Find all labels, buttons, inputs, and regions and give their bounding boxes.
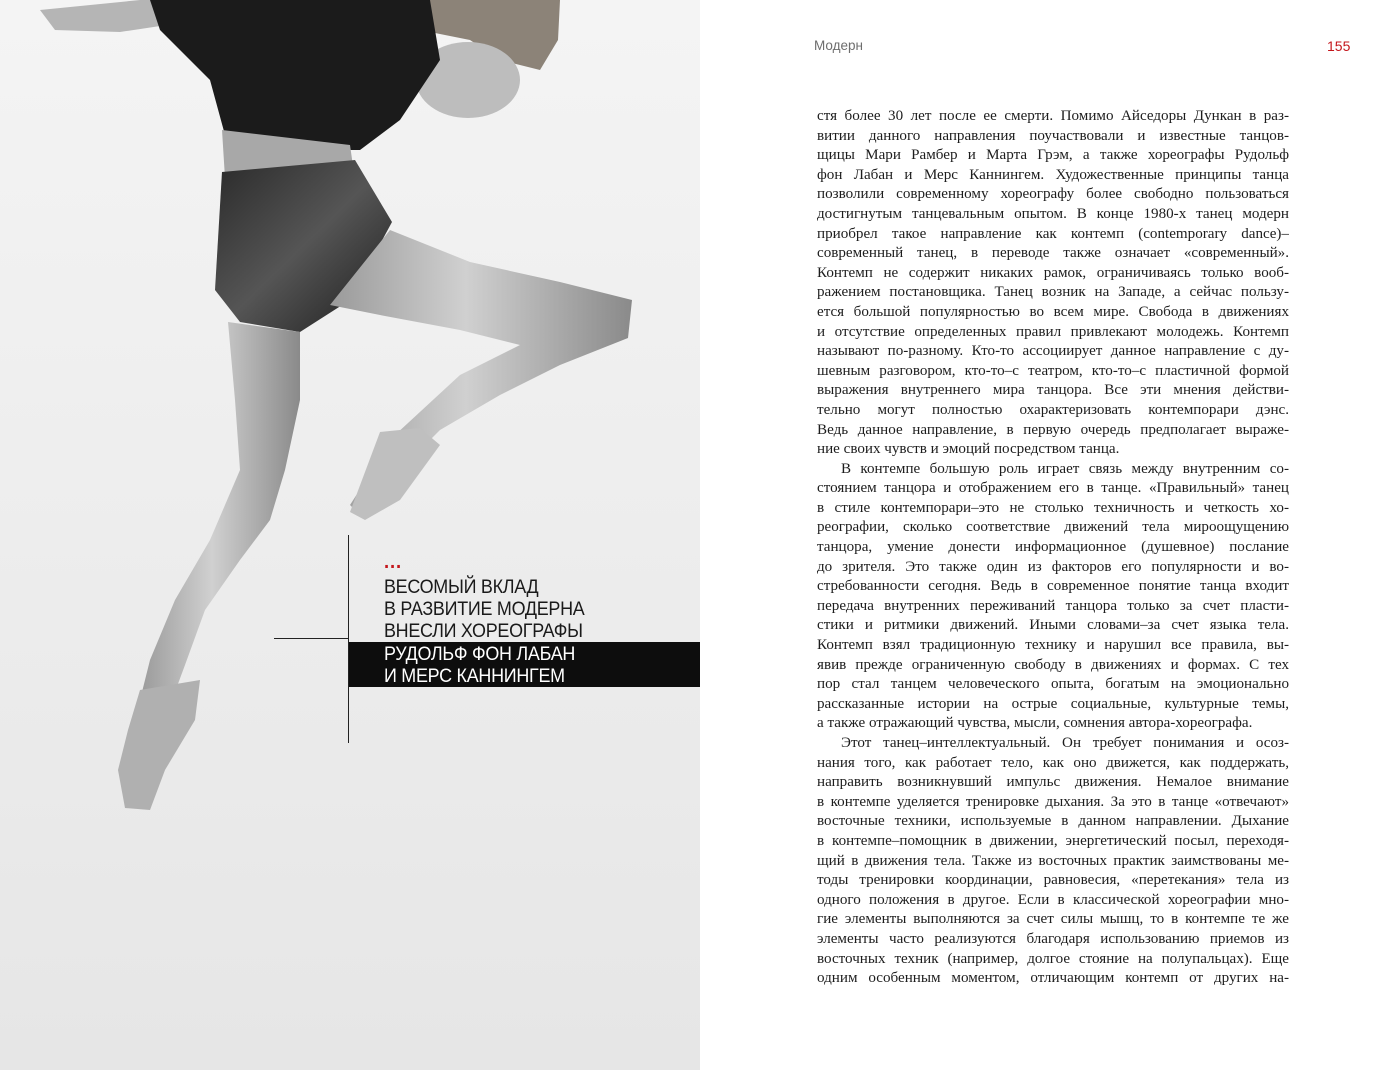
body-line: передача внутренних переживаний танцора только за счет пласти-: [817, 597, 1289, 614]
running-header-section: Модерн: [814, 38, 863, 53]
body-line: реографии, сколько соответствие движений тела мироощущению: [817, 519, 1289, 536]
pull-quote-line: ВЕСОМЫЙ ВКЛАД: [383, 576, 539, 598]
pull-quote-line: ВНЕСЛИ ХОРЕОГРАФЫ: [383, 620, 583, 642]
body-line: тельно могут полностью охарактеризовать контемпорари дэнс.: [817, 401, 1289, 418]
page-number: 155: [1327, 38, 1351, 54]
body-line: элементы часто реализуются благодаря использованию приемов из: [817, 930, 1289, 947]
body-line: приобрел такое направление как контемп (contemporary dance)–: [817, 225, 1289, 242]
body-line: ражением постановщика. Танец возник на Западе, а сейчас пользу-: [817, 284, 1289, 301]
body-line: стребованности сегодня. Ведь в современное понятие танца входит: [817, 578, 1289, 595]
body-line: тоды тренировки координации, равновесия, «перетекания» тела из: [817, 872, 1289, 889]
body-line: щицы Мари Рамбер и Марта Грэм, а также хореографы Рудольф: [817, 147, 1289, 164]
body-line: и отсутствие определенных правил привлекают молодежь. Контемп: [817, 323, 1289, 340]
body-line: рассказанные истории на острые социальные, культурные темы,: [817, 695, 1289, 712]
body-line: Ведь данное направление, в первую очередь предполагает выраже-: [817, 421, 1289, 438]
pull-quote-line-highlight: РУДОЛЬФ ФОН ЛАБАН: [349, 642, 700, 665]
body-line: стя более 30 лет после ее смерти. Помимо Айседоры Дункан в раз-: [817, 108, 1289, 124]
body-line: пор стал танцем человеческого опыта, богатым на эмоционально: [817, 676, 1289, 693]
body-line: достигнутым танцевальным опытом. В конце 1980-х танец модерн: [817, 205, 1289, 222]
body-line: до зрителя. Это также один из факторов его популярности и во-: [817, 558, 1289, 575]
body-line: гие элементы выполняются за счет силы мышц, то в контемпе те же: [817, 911, 1289, 928]
body-line: в контемпе–помощник в движении, энергетический посыл, переходя-: [817, 832, 1289, 849]
body-line: одного положения в другое. Если в классической хореографии мно-: [817, 891, 1289, 908]
body-line: стики и ритмики движений. Иными словами–за счет языка тела.: [817, 617, 1289, 634]
body-line: выражения внутреннего мира танцора. Все эти мнения действи-: [817, 382, 1289, 399]
body-line: называют по-разному. Кто-то ассоциирует данное направление с ду-: [817, 343, 1289, 360]
body-line: позволили современному хореографу более свободно пользоваться: [817, 186, 1289, 203]
body-line: щий в движения тела. Также из восточных практик заимствованы ме-: [817, 852, 1289, 869]
body-line: нания того, как работает тело, как оно движется, как поддержать,: [817, 754, 1289, 771]
right-page: [700, 0, 1400, 1070]
pull-quote-dots: ...: [383, 551, 403, 573]
body-line: явив прежде ограниченную свободу в движениях и формах. С тех: [817, 656, 1289, 673]
pull-quote: [349, 551, 672, 687]
body-line: одним особенным моментом, отличающим контемп от других на-: [817, 970, 1289, 987]
body-line: восточные техники, используемые в данном направлении. Дыхание: [817, 813, 1289, 830]
body-line: современный танец, в переводе также означает «современный».: [817, 245, 1289, 262]
shirt-shape: [150, 0, 440, 150]
body-line: фон Лабан и Мерс Каннингем. Художественные принципы танца: [817, 166, 1289, 183]
body-line: В контемпе большую роль играет связь между внутренним со-: [841, 460, 1289, 477]
body-line: а также отражающий чувства, мысли, сомнения автора-хореографа.: [817, 715, 1253, 732]
body-line: витии данного направления поучаствовали и известные танцов-: [817, 127, 1289, 144]
body-line: направить возникнувший импульс движения. Немалое внимание: [817, 774, 1289, 791]
body-line: Контемп взял традиционную технику и нарушил все правила, вы-: [817, 637, 1289, 654]
body-line: восточных техник (например, долгое стояние на полупальцах). Еще: [817, 950, 1289, 967]
horizontal-rule: [274, 638, 349, 639]
body-line: ется большой популярностью во всем мире. Свобода в движениях: [817, 303, 1289, 320]
foot-shape: [350, 428, 440, 520]
body-line: танцора, умение донести информационное (душевное) послание: [817, 539, 1289, 556]
lower-leg-shape: [140, 322, 300, 700]
body-text: [817, 107, 1289, 989]
body-line: Контемп не содержит никаких рамок, ограничиваясь только вооб-: [817, 264, 1289, 281]
body-line: шевным разговором, кто-то–с театром, кто-то–с пластичной формой: [817, 362, 1289, 379]
lower-foot-shape: [118, 680, 200, 810]
body-line: в контемпе уделяется тренировке дыхания. За это в танце «отвечают»: [817, 793, 1289, 810]
body-line: стоянием танцора и отображением его в танце. «Правильный» танец: [817, 480, 1289, 497]
body-line: Этот танец–интеллектуальный. Он требует понимания и осоз-: [841, 735, 1289, 751]
pull-quote-line-highlight: И МЕРС КАННИНГЕМ: [349, 665, 700, 687]
pull-quote-line: В РАЗВИТИЕ МОДЕРНА: [383, 598, 585, 620]
body-line: ние своих чувств и эмоций посредством танца.: [817, 441, 1120, 458]
body-line: в стиле контемпорари–это не столько техничность и четкость хо-: [817, 499, 1289, 516]
